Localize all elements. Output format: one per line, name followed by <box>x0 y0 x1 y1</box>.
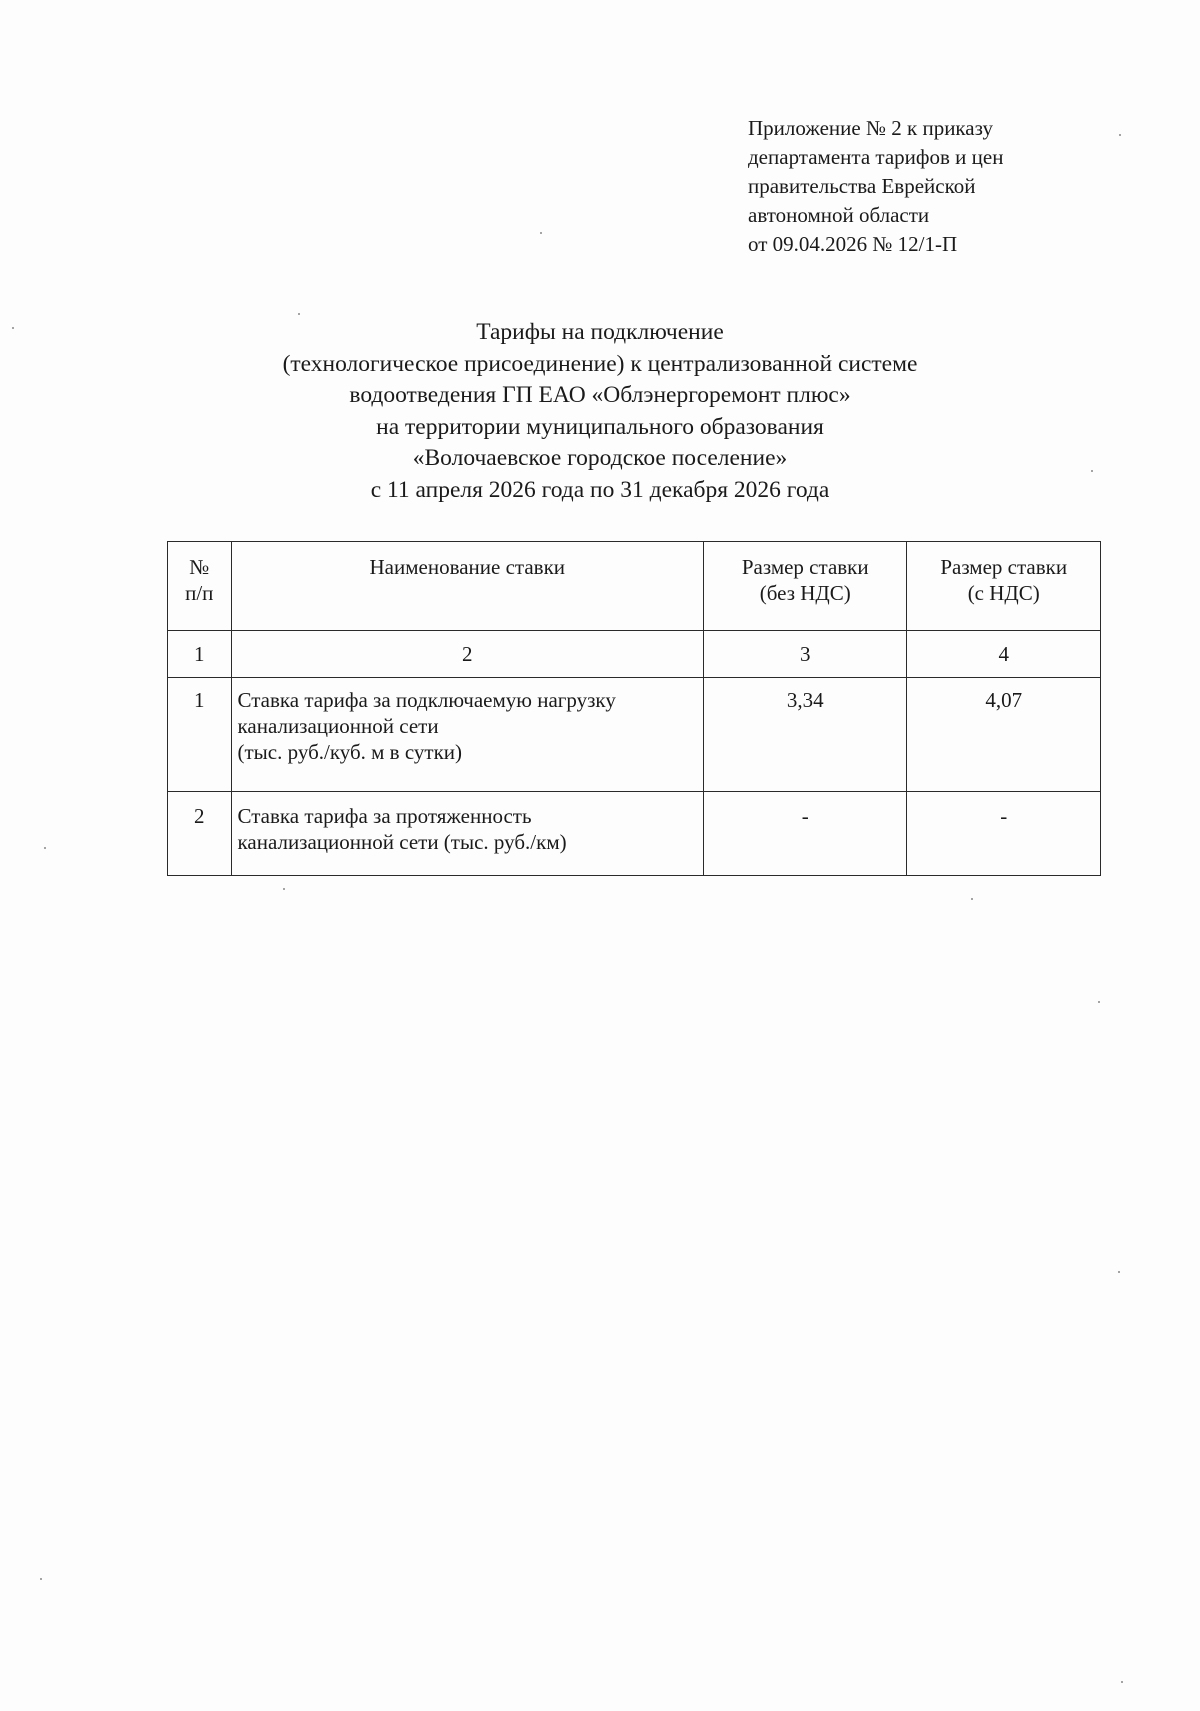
appendix-line: правительства Еврейской <box>748 174 976 198</box>
header-number-line2: п/п <box>185 581 214 605</box>
header-rate-no-vat <box>704 542 907 631</box>
column-number: 4 <box>907 631 1101 678</box>
document-title <box>150 317 1050 506</box>
rate-without-vat: 3,34 <box>704 678 907 792</box>
scan-speck <box>1118 1271 1120 1273</box>
header-name <box>231 542 704 631</box>
rate-name-line: канализационной сети <box>237 714 439 738</box>
title-line: с 11 апреля 2026 года по 31 декабря 2026 года <box>370 476 830 503</box>
rate-name-line: Ставка тарифа за протяженность <box>237 804 532 828</box>
scan-speck <box>1121 1681 1123 1683</box>
appendix-line: от 09.04.2026 № 12/1-П <box>748 232 958 256</box>
rate-name <box>231 792 704 876</box>
column-number: 1 <box>168 631 232 678</box>
scan-speck <box>44 847 46 849</box>
rate-without-vat: - <box>704 792 907 876</box>
column-number: 3 <box>704 631 907 678</box>
appendix-line: автономной области <box>748 203 930 227</box>
header-name-text: Наименование ставки <box>369 555 566 579</box>
rate-name <box>231 678 704 792</box>
appendix-line: Приложение № 2 к приказу <box>748 116 993 140</box>
scan-speck <box>971 898 973 900</box>
header-rate-no-vat-line2: (без НДС) <box>759 581 851 605</box>
header-number <box>168 542 232 631</box>
row-number: 2 <box>168 792 232 876</box>
scan-speck <box>540 232 542 234</box>
scan-speck <box>1091 470 1093 472</box>
scan-speck <box>1119 134 1121 136</box>
rate-name-line: (тыс. руб./куб. м в сутки) <box>237 740 463 764</box>
header-rate-vat-line1: Размер ставки <box>940 555 1068 579</box>
header-rate-no-vat-line1: Размер ставки <box>741 555 869 579</box>
appendix-line: департамента тарифов и цен <box>748 145 1004 169</box>
table-row <box>168 678 1101 792</box>
tariff-table <box>167 541 1101 876</box>
row-number: 1 <box>168 678 232 792</box>
title-line: (технологическое присоединение) к централизованной системе <box>282 350 918 377</box>
rate-name-line: Ставка тарифа за подключаемую нагрузку <box>237 688 616 712</box>
title-line: «Волочаевское городское поселение» <box>412 445 788 471</box>
header-rate-vat-line2: (с НДС) <box>967 581 1040 605</box>
rate-name-line: канализационной сети (тыс. руб./км) <box>237 830 567 854</box>
title-line: на территории муниципального образования <box>376 413 824 440</box>
column-number-row <box>168 631 1101 678</box>
scan-speck <box>12 327 14 329</box>
table-header-row <box>168 542 1101 631</box>
title-line: Тарифы на подключение <box>476 319 724 345</box>
header-number-line1: № <box>189 555 210 579</box>
scan-speck <box>283 888 285 890</box>
scan-speck <box>40 1578 42 1580</box>
rate-with-vat: 4,07 <box>907 678 1101 792</box>
scan-speck <box>298 313 300 315</box>
appendix-reference <box>748 114 1168 259</box>
title-line: водоотведения ГП ЕАО «Облэнергоремонт плюс» <box>349 382 851 408</box>
table-row <box>168 792 1101 876</box>
rate-with-vat: - <box>907 792 1101 876</box>
scan-speck <box>1098 1001 1100 1003</box>
column-number: 2 <box>231 631 704 678</box>
header-rate-vat <box>907 542 1101 631</box>
